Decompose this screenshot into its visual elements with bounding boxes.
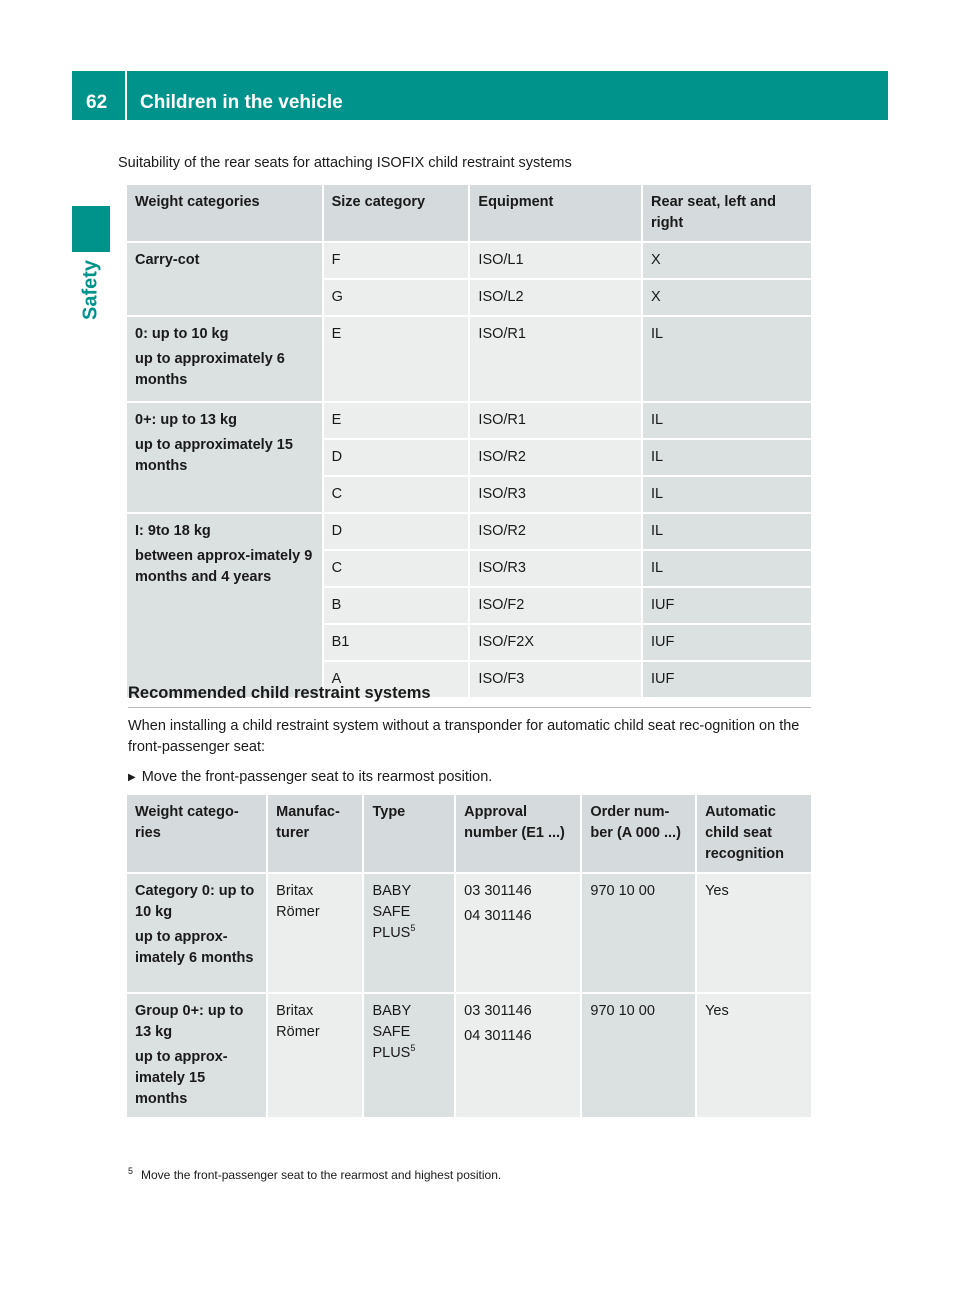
size-cell: A (324, 662, 469, 697)
header-divider (125, 71, 127, 120)
type-text: BABY SAFE PLUS (372, 1003, 411, 1061)
weight-category-title: I: 9to 18 kg (135, 523, 211, 539)
rear-seat-cell: IUF (643, 662, 811, 697)
weight-category-note: up to approximately 15 months (135, 437, 293, 474)
table-row (127, 317, 811, 401)
table-row (127, 994, 811, 1117)
column-header: Manufac-turer (268, 795, 362, 872)
rear-seat-cell: IL (643, 514, 811, 549)
approval-number: 03 301146 (464, 1003, 532, 1019)
type-cell (364, 874, 454, 992)
table-caption: Suitability of the rear seats for attaching ISOFIX child restraint systems (118, 155, 572, 171)
footnote-text: Move the front-passenger seat to the rearmost and highest position. (141, 1168, 502, 1182)
category-title: Category 0: up to 10 kg (135, 883, 255, 920)
weight-category-cell (127, 243, 322, 315)
table-row (127, 243, 811, 278)
section-paragraph: When installing a child restraint system without a transponder for automatic child seat rec-ognition on the front-passenger seat: (128, 718, 800, 755)
isofix-suitability-table (125, 183, 813, 699)
rear-seat-cell: IL (643, 403, 811, 438)
approval-number: 04 301146 (464, 908, 532, 924)
size-cell: D (324, 440, 469, 475)
equipment-cell: ISO/R3 (470, 551, 641, 586)
weight-category-cell (127, 514, 322, 697)
rear-seat-cell: IL (643, 317, 811, 401)
equipment-cell: ISO/R2 (470, 440, 641, 475)
column-header: Order num-ber (A 000 ...) (582, 795, 695, 872)
column-header: Weight categories (127, 185, 322, 241)
footnote (128, 1166, 501, 1182)
approval-number: 03 301146 (464, 883, 532, 899)
column-header: Automatic child seat recognition (697, 795, 811, 872)
weight-category-cell (127, 403, 322, 512)
table-row (127, 514, 811, 549)
side-marker (72, 206, 110, 252)
recognition-cell: Yes (697, 874, 811, 992)
size-cell: E (324, 317, 469, 401)
recommended-seats-table (125, 793, 813, 1119)
weight-category-title: 0: up to 10 kg (135, 326, 229, 342)
instruction-text: Move the front-passenger seat to its rearmost position. (141, 769, 493, 785)
category-note: up to approx-imately 15 months (135, 1049, 228, 1107)
order-number-cell: 970 10 00 (582, 994, 695, 1117)
column-header: Equipment (470, 185, 641, 241)
weight-category-title: Carry-cot (135, 252, 200, 268)
weight-category-note: up to approximately 6 months (135, 351, 285, 388)
instruction (128, 767, 492, 789)
page-number: 62 (86, 92, 108, 113)
category-cell (127, 994, 266, 1117)
table-row (127, 403, 811, 438)
category-cell (127, 874, 266, 992)
equipment-cell: ISO/R2 (470, 514, 641, 549)
size-cell: G (324, 280, 469, 315)
approval-number: 04 301146 (464, 1028, 532, 1044)
approval-cell (456, 994, 580, 1117)
size-cell: B (324, 588, 469, 623)
equipment-cell: ISO/L1 (470, 243, 641, 278)
equipment-cell: ISO/L2 (470, 280, 641, 315)
equipment-cell: ISO/F2X (470, 625, 641, 660)
type-cell (364, 994, 454, 1117)
column-header: Weight catego-ries (127, 795, 266, 872)
size-cell: D (324, 514, 469, 549)
footnote-marker: 5 (410, 923, 416, 934)
rear-seat-cell: X (643, 243, 811, 278)
category-title: Group 0+: up to 13 kg (135, 1003, 244, 1040)
size-cell: B1 (324, 625, 469, 660)
arrow-bullet-icon: ▶ (128, 772, 136, 783)
table-header-row (127, 185, 811, 241)
equipment-cell: ISO/R1 (470, 317, 641, 401)
manufacturer-cell: Britax Römer (268, 874, 362, 992)
size-cell: E (324, 403, 469, 438)
equipment-cell: ISO/R3 (470, 477, 641, 512)
manufacturer-cell: Britax Römer (268, 994, 362, 1117)
rear-seat-cell: X (643, 280, 811, 315)
equipment-cell: ISO/R1 (470, 403, 641, 438)
chapter-title: Children in the vehicle (140, 92, 343, 113)
side-tab-label: Safety (79, 259, 102, 321)
table-header-row (127, 795, 811, 872)
weight-category-cell (127, 317, 322, 401)
equipment-cell: ISO/F2 (470, 588, 641, 623)
recognition-cell: Yes (697, 994, 811, 1117)
weight-category-note: between approx-imately 9 months and 4 years (135, 548, 313, 585)
approval-cell (456, 874, 580, 992)
type-text: BABY SAFE PLUS (372, 883, 411, 941)
size-cell: F (324, 243, 469, 278)
footnote-marker: 5 (410, 1043, 416, 1054)
rear-seat-cell: IL (643, 477, 811, 512)
column-header: Size category (324, 185, 469, 241)
rear-seat-cell: IUF (643, 588, 811, 623)
rear-seat-cell: IL (643, 440, 811, 475)
rear-seat-cell: IUF (643, 625, 811, 660)
column-header: Approval number (E1 ...) (456, 795, 580, 872)
table-row (127, 874, 811, 992)
order-number-cell: 970 10 00 (582, 874, 695, 992)
weight-category-title: 0+: up to 13 kg (135, 412, 237, 428)
section-heading: Recommended child restraint systems (128, 684, 811, 708)
size-cell: C (324, 477, 469, 512)
size-cell: C (324, 551, 469, 586)
equipment-cell: ISO/F3 (470, 662, 641, 697)
category-note: up to approx-imately 6 months (135, 929, 254, 966)
rear-seat-cell: IL (643, 551, 811, 586)
column-header: Type (364, 795, 454, 872)
footnote-number: 5 (128, 1166, 134, 1176)
column-header: Rear seat, left and right (643, 185, 811, 241)
